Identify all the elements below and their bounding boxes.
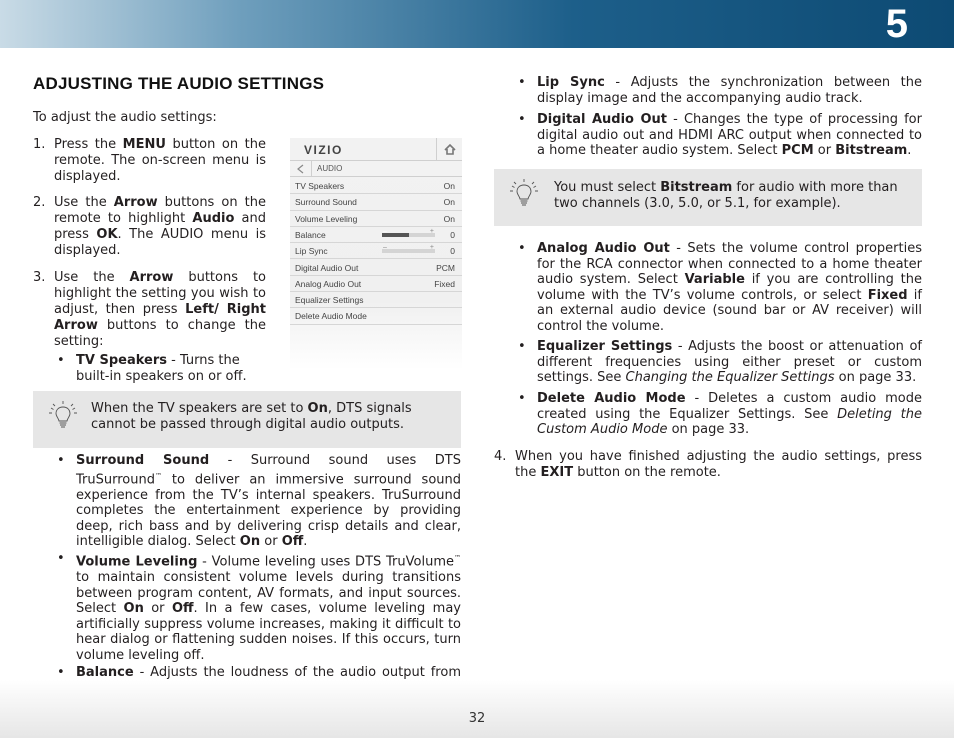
intro-text: To adjust the audio settings:: [33, 110, 217, 125]
bullet-text: - Turns the built-in speakers on or off.: [76, 353, 247, 384]
bullet-option: Bitstream: [835, 143, 908, 159]
chapter-banner: [0, 0, 954, 48]
bullet-surround-sound: [76, 453, 461, 550]
tip-part: , DTS signals cannot be passed through digital audio outputs.: [91, 401, 412, 432]
tip-part: You must select: [554, 180, 661, 195]
menu-row-volume-leveling[interactable]: [290, 211, 462, 227]
step-text: buttons to highlight the setting you wish to adjust, then press: [54, 270, 266, 317]
bullet-text: - Adjusts the loudness of the audio output from: [139, 665, 461, 680]
step-text: button on the remote. The on-screen menu is displayed.: [54, 137, 266, 184]
bullet-option: Off: [281, 534, 304, 550]
step-text: Use the: [54, 270, 130, 285]
bullet-text: - Sets the volume control properties for the RCA connector when connected to a home theater audio system. Select: [537, 241, 922, 288]
bullet-equalizer-settings: [537, 339, 922, 386]
slider-max-label: +: [429, 227, 434, 235]
step-text: When you have finished adjusting the audio settings, press the: [515, 449, 922, 480]
tip-part: When the TV speakers are set to: [91, 401, 308, 416]
menu-row-label: TV Speakers: [295, 181, 345, 191]
page-number: 32: [468, 711, 486, 726]
tip-part: for audio with more than two channels (3.0, 5.0, or 5.1, for example).: [554, 180, 898, 211]
bullet-text: - Deletes a custom audio mode created using the Equalizer Settings. See: [537, 391, 922, 422]
menu-row-value: 0: [450, 229, 455, 240]
bullet-text: .: [303, 534, 308, 550]
audio-key: Audio: [192, 211, 235, 226]
menu-key: MENU: [122, 137, 166, 152]
chapter-number: 5: [885, 2, 908, 46]
bullet-name: Digital Audio Out: [537, 112, 668, 127]
step-1: [33, 137, 266, 185]
back-arrow-icon[interactable]: [290, 161, 312, 177]
step-text: . The AUDIO menu is displayed.: [54, 227, 266, 258]
cross-reference: Deleting the Custom Audio Mode: [537, 406, 922, 438]
bullet-text: - Surround sound uses DTS TruSurround: [76, 453, 461, 487]
step-4: [494, 449, 922, 481]
menu-row-balance[interactable]: [290, 227, 462, 243]
menu-row-digital-audio-out[interactable]: [290, 260, 462, 276]
menu-row-tv-speakers[interactable]: [290, 178, 462, 194]
bullet-name: Equalizer Settings: [537, 339, 673, 354]
step-3: [33, 270, 266, 350]
step-text: and press: [54, 211, 266, 242]
menu-row-label: Surround Sound: [295, 197, 357, 208]
tip-box-bitstream: [494, 169, 922, 226]
bullet-name: Surround Sound: [76, 453, 210, 468]
bullet-text: . In a few cases, volume leveling may artificially suppress volume increases, making it difficult to hear dialog or flattening sudden noises. If this occurs, turn volume leveling off.: [76, 601, 461, 663]
menu-row-label: Digital Audio Out: [295, 262, 359, 273]
arrow-key: Arrow: [129, 270, 174, 285]
bullet-analog-audio-out: [537, 241, 922, 335]
tip-emphasis: Bitstream: [660, 180, 733, 195]
trademark-symbol: ™: [154, 471, 162, 480]
tip-text: [91, 401, 441, 433]
step-text: Press the: [54, 137, 123, 152]
left-right-arrow-key: Left/ Right Arrow: [54, 302, 266, 333]
home-icon[interactable]: [436, 138, 462, 161]
slider-min-label: –: [383, 244, 387, 252]
menu-row-value: On: [443, 213, 455, 224]
bullet-delete-audio-mode: [537, 391, 922, 438]
menu-row-analog-audio-out[interactable]: [290, 276, 462, 292]
slider-max-label: +: [429, 244, 434, 252]
bullet-digital-audio-out: [537, 112, 922, 159]
cross-reference: Changing the Equalizer Settings: [625, 370, 835, 386]
bullet-text: - Adjusts the synchronization between the display image and the accompanying audio track.: [537, 75, 922, 106]
bullet-text: - Volume leveling uses DTS TruVolume: [197, 554, 454, 570]
menu-row-surround-sound[interactable]: [290, 194, 462, 210]
bullet-option: PCM: [781, 143, 814, 159]
bullet-text: if you are controlling the volume with the TV’s volume controls, or select: [537, 272, 922, 303]
step-number: 4.: [494, 449, 507, 464]
menu-header: [290, 138, 462, 161]
menu-row-label: Analog Audio Out: [295, 278, 362, 289]
trademark-symbol: ™: [454, 554, 461, 562]
bullet-text: - Changes the type of processing for digital audio out and HDMI ARC output when connected to a home theater audio system. Select: [537, 112, 922, 159]
menu-row-value: PCM: [436, 262, 455, 273]
bullet-text: .: [907, 143, 912, 159]
lip-sync-slider[interactable]: [382, 244, 435, 253]
menu-row-delete-audio-mode[interactable]: [290, 308, 462, 324]
section-title: ADJUSTING THE AUDIO SETTINGS: [33, 74, 325, 93]
menu-subheader: [290, 161, 462, 177]
bullet-text: to deliver an immersive surround sound experience from the TV’s internal speakers. TruSurround completes the entertainment experience by providing deep, rich bass and by delivering crisp details and clear, intelligible dialog. Select: [76, 471, 461, 550]
bullet-text: or: [260, 534, 282, 550]
tip-text: [554, 180, 909, 212]
menu-row-label: Lip Sync: [295, 246, 328, 257]
ok-key: OK: [96, 227, 118, 242]
step-number: 2.: [33, 195, 46, 210]
tip-box-speakers: [33, 391, 461, 448]
bullet-name: Lip Sync: [537, 75, 605, 90]
menu-row-value: Fixed: [434, 278, 455, 289]
menu-row-value: On: [443, 181, 455, 191]
bullet-text: if an external audio device (sound bar or AV receiver) will control the volume.: [537, 287, 922, 334]
bullet-text: or: [143, 601, 172, 617]
bullet-option: Variable: [684, 272, 745, 288]
step-text: buttons to change the setting:: [54, 318, 266, 349]
bullet-option: On: [123, 601, 144, 617]
bullet-text: to maintain consistent volume levels during transitions between program content, AV formats, and input sources. Select: [76, 569, 461, 617]
bullet-text: on page 33.: [834, 370, 917, 386]
bullet-option: On: [239, 534, 261, 550]
bullet-name: TV Speakers: [76, 353, 167, 368]
exit-key: EXIT: [540, 465, 574, 480]
bullet-lip-sync: [537, 75, 922, 106]
arrow-key: Arrow: [113, 195, 158, 210]
menu-row-value: On: [443, 197, 455, 208]
bullet-text: or: [813, 143, 836, 159]
lightbulb-icon: [508, 177, 540, 209]
tip-emphasis: On: [307, 401, 328, 416]
tv-audio-menu: [290, 138, 462, 370]
balance-slider[interactable]: [382, 227, 435, 237]
step-number: 3.: [33, 270, 46, 285]
vizio-logo: VIZIO: [304, 143, 343, 157]
menu-row-label: Delete Audio Mode: [295, 311, 367, 322]
step-text: buttons on the remote to highlight: [54, 195, 267, 226]
menu-row-value: 0: [450, 246, 455, 257]
lightbulb-icon: [47, 399, 79, 431]
bullet-tv-speakers: [76, 353, 256, 384]
slider-min-label: –: [383, 227, 387, 235]
step-2: [33, 195, 267, 259]
bullet-name: Delete Audio Mode: [537, 391, 686, 406]
menu-row-label: Equalizer Settings: [295, 295, 364, 306]
step-text: Use the: [54, 195, 114, 210]
menu-row-lip-sync[interactable]: [290, 243, 462, 259]
step-number: 1.: [33, 137, 46, 152]
bullet-option: Off: [171, 601, 194, 617]
menu-row-label: Balance: [295, 229, 326, 240]
bullet-text: on page 33.: [667, 422, 750, 438]
bullet-volume-leveling: [76, 551, 461, 663]
menu-row-label: Volume Leveling: [295, 213, 358, 224]
menu-submenu-label: AUDIO: [317, 164, 343, 173]
bullet-option: Fixed: [867, 287, 908, 303]
menu-row-equalizer-settings[interactable]: [290, 292, 462, 308]
bullet-name: Analog Audio Out: [537, 241, 670, 256]
page-footer: [0, 680, 954, 738]
bullet-name: Volume Leveling: [76, 554, 198, 570]
bullet-text: - Adjusts the boost or attenuation of different frequencies using either preset or custom settings. See: [537, 339, 922, 386]
bullet-name: Balance: [76, 665, 134, 680]
step-text: button on the remote.: [573, 465, 721, 480]
